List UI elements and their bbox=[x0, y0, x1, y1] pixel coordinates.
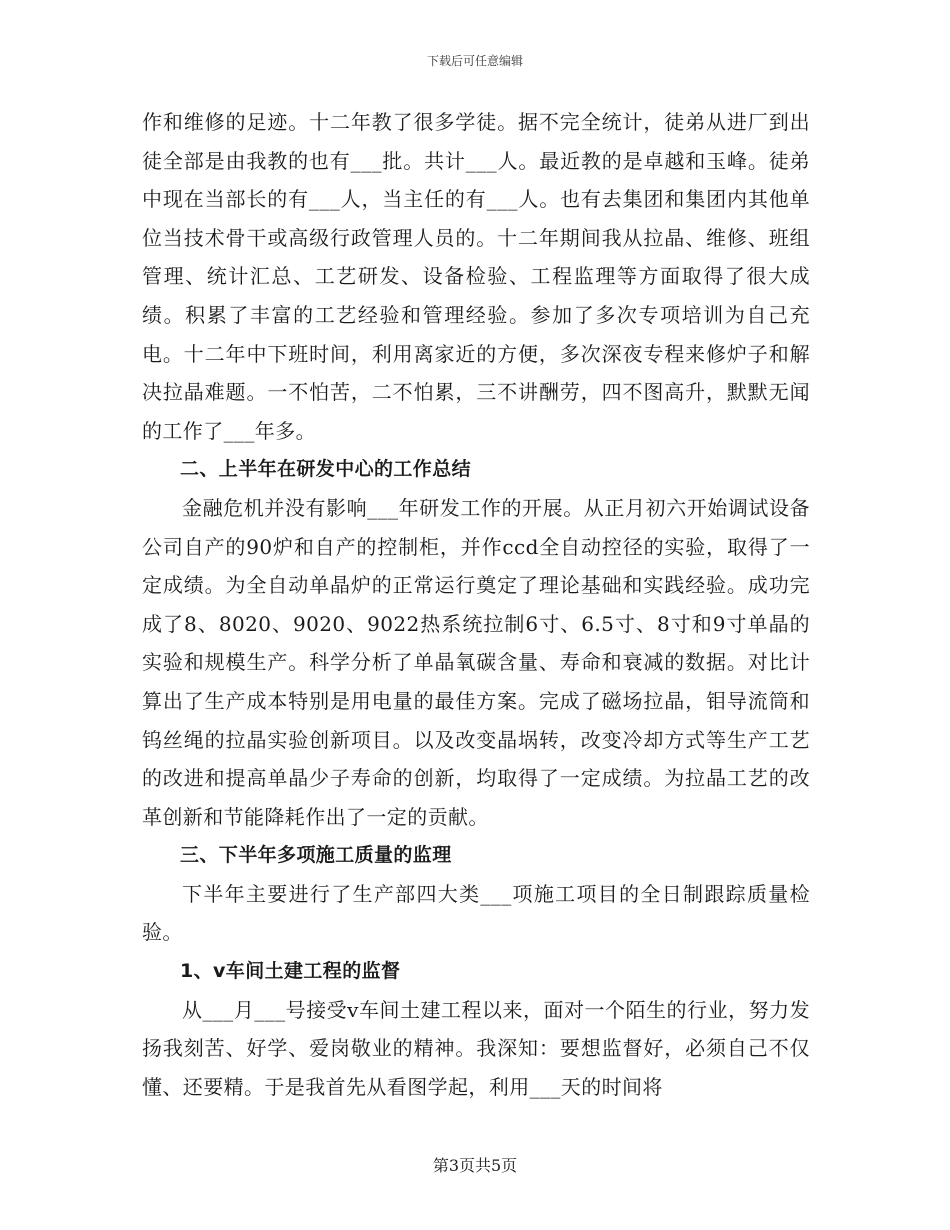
body-paragraph: 金融危机并没有影响___年研发工作的开展。从正月初六开始调试设备公司自产的90炉和自产的控制柜，并作ccd全自动控径的实验，取得了一定成绩。为全自动单晶炉的正常运行奠定了理论基础和实践经验。成功完成了8、8020、9020、9022热系统拉制6寸、6.5寸、8寸和9寸单晶的实验和规模生产。科学分析了单晶氧碳含量、寿命和衰减的数据。对比计算出了生产成本特别是用电量的最佳方案。完成了磁场拉晶，钼导流筒和钨丝绳的拉晶实验创新项目。以及改变晶埚转，改变冷却方式等生产工艺的改进和提高单晶少子寿命的创新，均取得了一定成绩。为拉晶工艺的改革创新和节能降耗作出了一定的贡献。 bbox=[142, 495, 810, 829]
body-paragraph: 下半年主要进行了生产部四大类___项施工项目的全日制跟踪质量检验。 bbox=[142, 881, 810, 945]
section-heading: 二、上半年在研发中心的工作总结 bbox=[180, 458, 472, 481]
body-paragraph: 作和维修的足迹。十二年教了很多学徒。据不完全统计，徒弟从进厂到出徒全部是由我教的也有___批。共计___人。最近教的是卓越和玉峰。徒弟中现在当部长的有___人，当主任的有___人。也有去集团和集团内其他单位当技术骨干或高级行政管理人员的。十二年期间我从拉晶、维修、班组管理、统计汇总、工艺研发、设备检验、工程监理等方面取得了很大成绩。积累了丰富的工艺经验和管理经验。参加了多次专项培训为自己充电。十二年中下班时间，利用离家近的方便，多次深夜专程来修炉子和解决拉晶难题。一不怕苦，二不怕累，三不讲酬劳，四不图高升，默默无闻的工作了___年多。 bbox=[142, 110, 810, 443]
page-number: 第3页共5页 bbox=[432, 1156, 518, 1175]
body-paragraph: 从___月___号接受v车间土建工程以来，面对一个陌生的行业，努力发扬我刻苦、好学、爱岗敬业的精神。我深知：要想监督好，必须自己不仅懂、还要精。于是我首先从看图学起，利用___天的时间将 bbox=[142, 997, 810, 1099]
page-header: 下载后可任意编辑 bbox=[426, 54, 523, 68]
section-heading: 三、下半年多项施工质量的监理 bbox=[180, 844, 452, 867]
document-body bbox=[142, 103, 810, 1106]
subsection-heading: 1、v车间土建工程的监督 bbox=[180, 960, 401, 983]
